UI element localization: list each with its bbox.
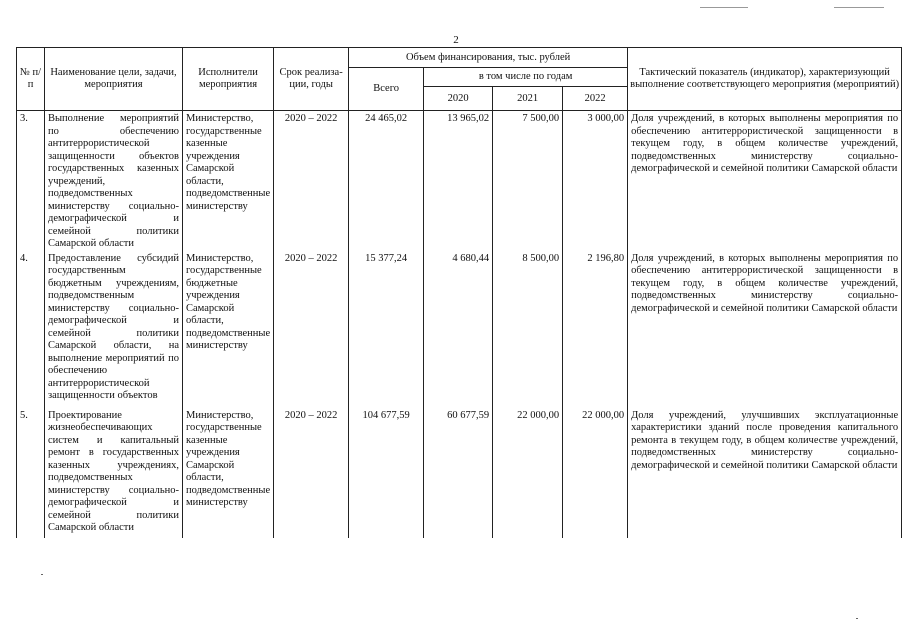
row-executor: Министерство, государственные казенные учреждения Самарской области, подведомственные министерству bbox=[183, 111, 274, 251]
row-indicator: Доля учреждений, в которых выполнены мероприятия по обеспечению антитеррористической защищенности в текущем году, в общем количестве учреждений, подведомственных министерству социально-демографической и семейной политики Самарской области bbox=[628, 111, 902, 251]
row-name: Предоставление субсидий государственным бюджетным учреждениям, подведомственным министерству социально-демографической и семейной политики Самарской области, на выполнение мероприятий по обеспечению антитеррористической защищенности объектов bbox=[45, 251, 183, 408]
header-year-2020: 2020 bbox=[424, 87, 493, 111]
row-total: 24 465,02 bbox=[349, 111, 424, 251]
header-executor: Исполнители мероприятия bbox=[183, 48, 274, 111]
row-executor: Министерство, государственные бюджетные учреждения Самарской области, подведомственные министерству bbox=[183, 251, 274, 408]
scan-speck bbox=[41, 574, 43, 575]
program-table bbox=[16, 47, 902, 538]
row-2022: 2 196,80 bbox=[563, 251, 628, 408]
row-num: 4. bbox=[17, 251, 45, 408]
row-num: 5. bbox=[17, 408, 45, 538]
scan-artifact-line bbox=[834, 7, 884, 8]
row-name: Проектирование жизнеобеспечивающих систем и капитальный ремонт в государственных казенных учреждениях, подведомственных министерству социально-демографической и семейной политики Самарской области bbox=[45, 408, 183, 538]
row-total: 15 377,24 bbox=[349, 251, 424, 408]
header-year-2022: 2022 bbox=[563, 87, 628, 111]
row-2020: 13 965,02 bbox=[424, 111, 493, 251]
row-num: 3. bbox=[17, 111, 45, 251]
header-finance: Объем финансирования, тыс. рублей bbox=[349, 48, 628, 68]
row-executor: Министерство, государственные казенные учреждения Самарской области, подведомственные министерству bbox=[183, 408, 274, 538]
row-2020: 4 680,44 bbox=[424, 251, 493, 408]
table-row bbox=[17, 251, 902, 408]
row-indicator: Доля учреждений, в которых выполнены мероприятия по обеспечению антитеррористической защищенности в текущем году, в общем количестве учреждений, подведомственных министерству социально-демографической и семейной политики Самарской области bbox=[628, 251, 902, 408]
row-term: 2020 – 2022 bbox=[274, 408, 349, 538]
header-term: Срок реализа-ции, годы bbox=[274, 48, 349, 111]
table-header bbox=[17, 48, 902, 111]
scan-artifact-line bbox=[700, 7, 748, 8]
row-2022: 3 000,00 bbox=[563, 111, 628, 251]
row-indicator: Доля учреждений, улучшивших эксплуатационные характеристики зданий после проведения капитального ремонта в текущем году, в общем количестве учреждений, подведомственных министерству социально-демографической и семейной политики Самарской области bbox=[628, 408, 902, 538]
header-total: Всего bbox=[349, 68, 424, 111]
header-year-2021: 2021 bbox=[493, 87, 563, 111]
header-num: № п/п bbox=[17, 48, 45, 111]
header-by-years: в том числе по годам bbox=[424, 68, 628, 87]
row-term: 2020 – 2022 bbox=[274, 111, 349, 251]
row-2022: 22 000,00 bbox=[563, 408, 628, 538]
row-total: 104 677,59 bbox=[349, 408, 424, 538]
row-term: 2020 – 2022 bbox=[274, 251, 349, 408]
row-name: Выполнение мероприятий по обеспечению антитеррористической защищенности объектов государственных казенных учреждений, подведомственных министерству социально-демографической и семейной политики Самарской области bbox=[45, 111, 183, 251]
table-row bbox=[17, 111, 902, 251]
page-number: 2 bbox=[453, 34, 459, 46]
row-2020: 60 677,59 bbox=[424, 408, 493, 538]
table-row bbox=[17, 408, 902, 538]
row-2021: 7 500,00 bbox=[493, 111, 563, 251]
header-name: Наименование цели, задачи, мероприятия bbox=[45, 48, 183, 111]
scan-speck bbox=[856, 618, 858, 619]
row-2021: 8 500,00 bbox=[493, 251, 563, 408]
header-indicator: Тактический показатель (индикатор), характеризующий выполнение соответствующего мероприятия (мероприятий) bbox=[628, 48, 902, 111]
row-2021: 22 000,00 bbox=[493, 408, 563, 538]
